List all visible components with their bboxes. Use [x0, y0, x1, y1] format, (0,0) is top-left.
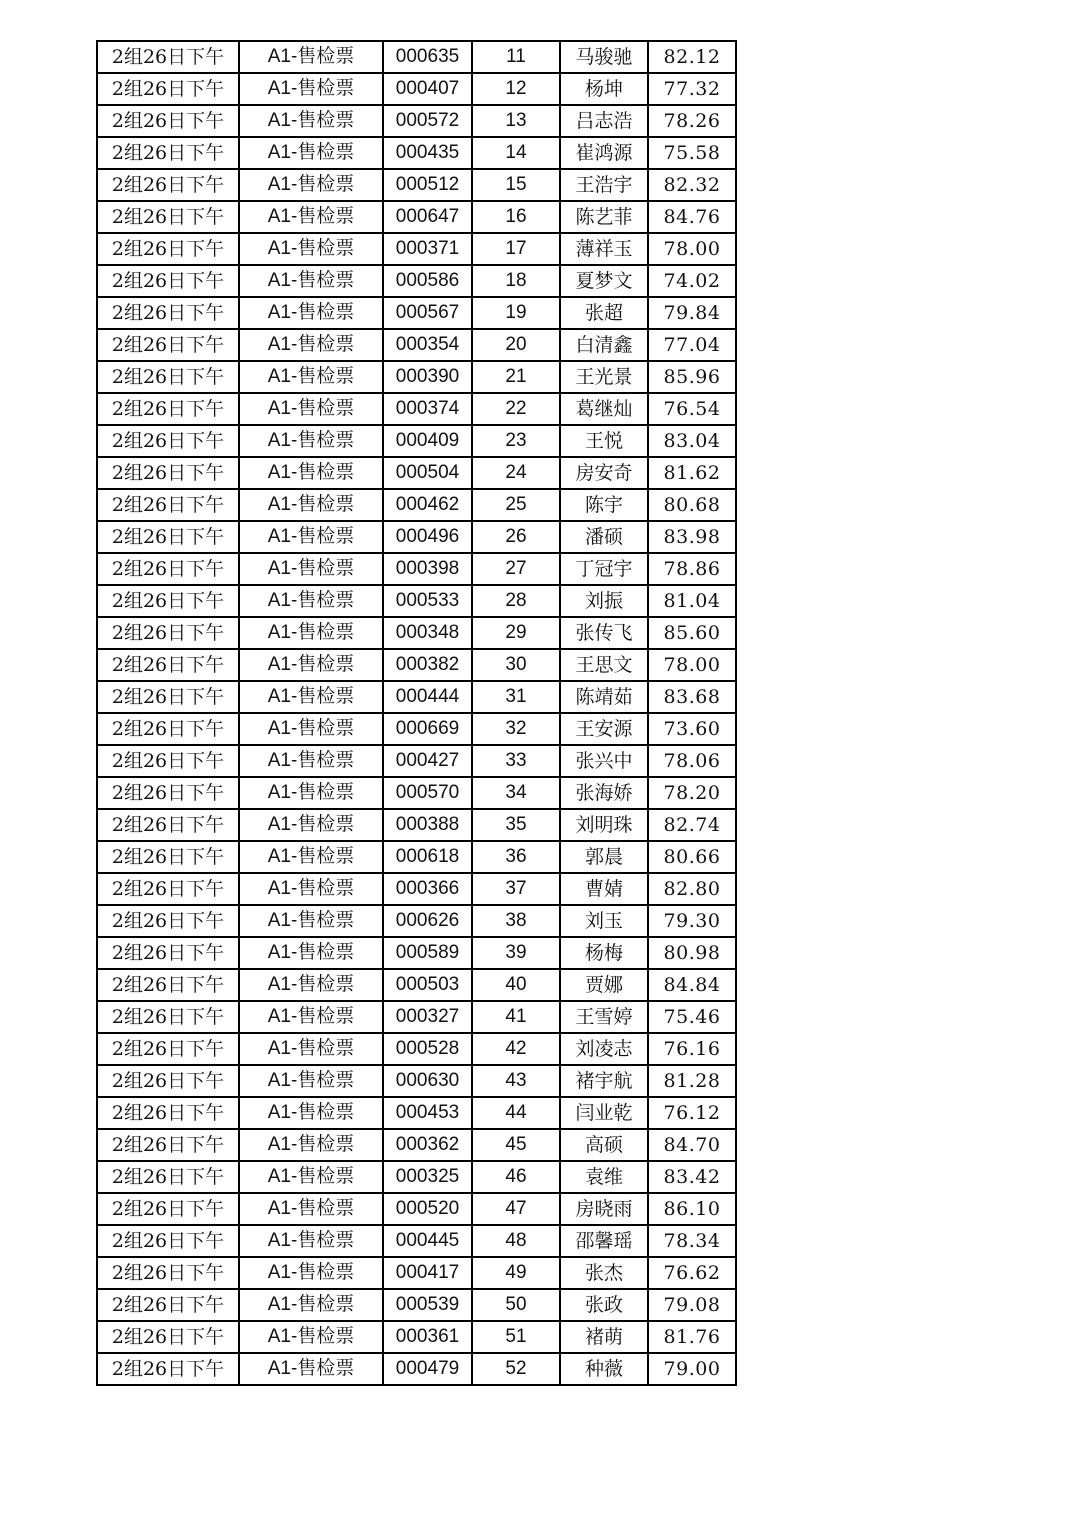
ticket-number-cell: 000409	[383, 425, 472, 457]
post-cell: A1-售检票	[239, 1289, 383, 1321]
sequence-cell: 12	[472, 73, 560, 105]
score-cell: 73.60	[648, 713, 736, 745]
candidate-name-cell: 葛继灿	[560, 393, 648, 425]
post-cell: A1-售检票	[239, 969, 383, 1001]
post-cell: A1-售检票	[239, 457, 383, 489]
score-cell: 76.16	[648, 1033, 736, 1065]
ticket-number-cell: 000348	[383, 617, 472, 649]
candidate-name-cell: 杨梅	[560, 937, 648, 969]
candidate-name-cell: 张海娇	[560, 777, 648, 809]
table-row	[97, 617, 736, 649]
group-cell: 2组26日下午	[97, 873, 239, 905]
ticket-number-cell: 000618	[383, 841, 472, 873]
post-cell: A1-售检票	[239, 713, 383, 745]
sequence-cell: 13	[472, 105, 560, 137]
table-row	[97, 905, 736, 937]
post-cell: A1-售检票	[239, 617, 383, 649]
group-cell: 2组26日下午	[97, 777, 239, 809]
post-cell: A1-售检票	[239, 649, 383, 681]
score-table	[96, 40, 737, 1386]
sequence-cell: 43	[472, 1065, 560, 1097]
sequence-cell: 25	[472, 489, 560, 521]
post-cell: A1-售检票	[239, 393, 383, 425]
sequence-cell: 33	[472, 745, 560, 777]
post-cell: A1-售检票	[239, 841, 383, 873]
ticket-number-cell: 000520	[383, 1193, 472, 1225]
sequence-cell: 14	[472, 137, 560, 169]
group-cell: 2组26日下午	[97, 489, 239, 521]
candidate-name-cell: 王雪婷	[560, 1001, 648, 1033]
post-cell: A1-售检票	[239, 137, 383, 169]
sequence-cell: 21	[472, 361, 560, 393]
candidate-name-cell: 白清鑫	[560, 329, 648, 361]
candidate-name-cell: 张杰	[560, 1257, 648, 1289]
ticket-number-cell: 000504	[383, 457, 472, 489]
group-cell: 2组26日下午	[97, 201, 239, 233]
post-cell: A1-售检票	[239, 809, 383, 841]
sequence-cell: 29	[472, 617, 560, 649]
candidate-name-cell: 贾娜	[560, 969, 648, 1001]
group-cell: 2组26日下午	[97, 905, 239, 937]
ticket-number-cell: 000539	[383, 1289, 472, 1321]
group-cell: 2组26日下午	[97, 841, 239, 873]
score-cell: 85.60	[648, 617, 736, 649]
candidate-name-cell: 刘凌志	[560, 1033, 648, 1065]
candidate-name-cell: 刘振	[560, 585, 648, 617]
sequence-cell: 15	[472, 169, 560, 201]
ticket-number-cell: 000635	[383, 41, 472, 73]
sequence-cell: 32	[472, 713, 560, 745]
post-cell: A1-售检票	[239, 265, 383, 297]
group-cell: 2组26日下午	[97, 105, 239, 137]
table-row	[97, 1001, 736, 1033]
table-row	[97, 777, 736, 809]
sequence-cell: 27	[472, 553, 560, 585]
table-row	[97, 841, 736, 873]
candidate-name-cell: 曹婧	[560, 873, 648, 905]
table-row	[97, 713, 736, 745]
group-cell: 2组26日下午	[97, 169, 239, 201]
sequence-cell: 34	[472, 777, 560, 809]
group-cell: 2组26日下午	[97, 1161, 239, 1193]
ticket-number-cell: 000398	[383, 553, 472, 585]
ticket-number-cell: 000325	[383, 1161, 472, 1193]
group-cell: 2组26日下午	[97, 1225, 239, 1257]
sequence-cell: 48	[472, 1225, 560, 1257]
table-row	[97, 425, 736, 457]
ticket-number-cell: 000528	[383, 1033, 472, 1065]
candidate-name-cell: 刘玉	[560, 905, 648, 937]
candidate-name-cell: 王悦	[560, 425, 648, 457]
candidate-name-cell: 张兴中	[560, 745, 648, 777]
ticket-number-cell: 000374	[383, 393, 472, 425]
ticket-number-cell: 000444	[383, 681, 472, 713]
group-cell: 2组26日下午	[97, 649, 239, 681]
group-cell: 2组26日下午	[97, 1321, 239, 1353]
ticket-number-cell: 000626	[383, 905, 472, 937]
sequence-cell: 46	[472, 1161, 560, 1193]
group-cell: 2组26日下午	[97, 937, 239, 969]
sequence-cell: 18	[472, 265, 560, 297]
post-cell: A1-售检票	[239, 1033, 383, 1065]
sequence-cell: 16	[472, 201, 560, 233]
table-row	[97, 1353, 736, 1385]
ticket-number-cell: 000371	[383, 233, 472, 265]
candidate-name-cell: 陈艺菲	[560, 201, 648, 233]
post-cell: A1-售检票	[239, 1097, 383, 1129]
candidate-name-cell: 袁维	[560, 1161, 648, 1193]
candidate-name-cell: 吕志浩	[560, 105, 648, 137]
group-cell: 2组26日下午	[97, 713, 239, 745]
ticket-number-cell: 000362	[383, 1129, 472, 1161]
score-cell: 78.86	[648, 553, 736, 585]
table-row	[97, 1225, 736, 1257]
score-cell: 81.76	[648, 1321, 736, 1353]
table-row	[97, 41, 736, 73]
group-cell: 2组26日下午	[97, 393, 239, 425]
post-cell: A1-售检票	[239, 1193, 383, 1225]
sequence-cell: 22	[472, 393, 560, 425]
score-cell: 74.02	[648, 265, 736, 297]
candidate-name-cell: 高硕	[560, 1129, 648, 1161]
sequence-cell: 17	[472, 233, 560, 265]
ticket-number-cell: 000572	[383, 105, 472, 137]
sequence-cell: 35	[472, 809, 560, 841]
group-cell: 2组26日下午	[97, 745, 239, 777]
table-row	[97, 297, 736, 329]
ticket-number-cell: 000479	[383, 1353, 472, 1385]
score-cell: 83.98	[648, 521, 736, 553]
table-row	[97, 1289, 736, 1321]
ticket-number-cell: 000570	[383, 777, 472, 809]
sequence-cell: 49	[472, 1257, 560, 1289]
table-row	[97, 1257, 736, 1289]
score-cell: 80.98	[648, 937, 736, 969]
group-cell: 2组26日下午	[97, 329, 239, 361]
ticket-number-cell: 000586	[383, 265, 472, 297]
group-cell: 2组26日下午	[97, 1289, 239, 1321]
candidate-name-cell: 陈宇	[560, 489, 648, 521]
table-row	[97, 1161, 736, 1193]
group-cell: 2组26日下午	[97, 1129, 239, 1161]
group-cell: 2组26日下午	[97, 137, 239, 169]
table-row	[97, 489, 736, 521]
post-cell: A1-售检票	[239, 1001, 383, 1033]
sequence-cell: 26	[472, 521, 560, 553]
score-cell: 75.58	[648, 137, 736, 169]
sequence-cell: 50	[472, 1289, 560, 1321]
post-cell: A1-售检票	[239, 329, 383, 361]
candidate-name-cell: 张超	[560, 297, 648, 329]
table-row	[97, 937, 736, 969]
score-cell: 79.08	[648, 1289, 736, 1321]
table-row	[97, 1065, 736, 1097]
table-row	[97, 105, 736, 137]
score-cell: 83.42	[648, 1161, 736, 1193]
group-cell: 2组26日下午	[97, 809, 239, 841]
candidate-name-cell: 张传飞	[560, 617, 648, 649]
table-row	[97, 169, 736, 201]
sequence-cell: 52	[472, 1353, 560, 1385]
candidate-name-cell: 杨坤	[560, 73, 648, 105]
group-cell: 2组26日下午	[97, 585, 239, 617]
group-cell: 2组26日下午	[97, 1001, 239, 1033]
table-row	[97, 553, 736, 585]
table-row	[97, 809, 736, 841]
ticket-number-cell: 000630	[383, 1065, 472, 1097]
post-cell: A1-售检票	[239, 73, 383, 105]
post-cell: A1-售检票	[239, 905, 383, 937]
score-cell: 82.12	[648, 41, 736, 73]
post-cell: A1-售检票	[239, 1321, 383, 1353]
table-row	[97, 969, 736, 1001]
table-row	[97, 73, 736, 105]
table-row	[97, 1129, 736, 1161]
score-cell: 82.32	[648, 169, 736, 201]
score-cell: 78.34	[648, 1225, 736, 1257]
score-cell: 76.54	[648, 393, 736, 425]
post-cell: A1-售检票	[239, 681, 383, 713]
sequence-cell: 20	[472, 329, 560, 361]
table-row	[97, 873, 736, 905]
score-cell: 84.76	[648, 201, 736, 233]
score-cell: 84.84	[648, 969, 736, 1001]
candidate-name-cell: 种薇	[560, 1353, 648, 1385]
group-cell: 2组26日下午	[97, 1257, 239, 1289]
post-cell: A1-售检票	[239, 521, 383, 553]
group-cell: 2组26日下午	[97, 297, 239, 329]
ticket-number-cell: 000589	[383, 937, 472, 969]
table-row	[97, 1321, 736, 1353]
score-cell: 78.20	[648, 777, 736, 809]
sequence-cell: 23	[472, 425, 560, 457]
score-cell: 84.70	[648, 1129, 736, 1161]
group-cell: 2组26日下午	[97, 521, 239, 553]
ticket-number-cell: 000669	[383, 713, 472, 745]
ticket-number-cell: 000496	[383, 521, 472, 553]
table-row	[97, 681, 736, 713]
table-row	[97, 137, 736, 169]
candidate-name-cell: 房晓雨	[560, 1193, 648, 1225]
group-cell: 2组26日下午	[97, 361, 239, 393]
ticket-number-cell: 000388	[383, 809, 472, 841]
ticket-number-cell: 000327	[383, 1001, 472, 1033]
sequence-cell: 51	[472, 1321, 560, 1353]
sequence-cell: 41	[472, 1001, 560, 1033]
sequence-cell: 44	[472, 1097, 560, 1129]
post-cell: A1-售检票	[239, 297, 383, 329]
table-row	[97, 393, 736, 425]
candidate-name-cell: 褚宇航	[560, 1065, 648, 1097]
sequence-cell: 11	[472, 41, 560, 73]
sequence-cell: 24	[472, 457, 560, 489]
score-table-body	[97, 41, 736, 1385]
ticket-number-cell: 000390	[383, 361, 472, 393]
table-row	[97, 745, 736, 777]
candidate-name-cell: 陈靖茹	[560, 681, 648, 713]
table-row	[97, 1193, 736, 1225]
group-cell: 2组26日下午	[97, 1193, 239, 1225]
table-row	[97, 233, 736, 265]
ticket-number-cell: 000445	[383, 1225, 472, 1257]
score-cell: 83.68	[648, 681, 736, 713]
ticket-number-cell: 000366	[383, 873, 472, 905]
post-cell: A1-售检票	[239, 745, 383, 777]
group-cell: 2组26日下午	[97, 969, 239, 1001]
post-cell: A1-售检票	[239, 201, 383, 233]
candidate-name-cell: 褚萌	[560, 1321, 648, 1353]
ticket-number-cell: 000361	[383, 1321, 472, 1353]
group-cell: 2组26日下午	[97, 681, 239, 713]
candidate-name-cell: 王安源	[560, 713, 648, 745]
score-cell: 82.80	[648, 873, 736, 905]
post-cell: A1-售检票	[239, 489, 383, 521]
ticket-number-cell: 000533	[383, 585, 472, 617]
group-cell: 2组26日下午	[97, 617, 239, 649]
sequence-cell: 28	[472, 585, 560, 617]
candidate-name-cell: 王浩宇	[560, 169, 648, 201]
score-cell: 78.00	[648, 233, 736, 265]
candidate-name-cell: 刘明珠	[560, 809, 648, 841]
table-row	[97, 521, 736, 553]
score-cell: 80.68	[648, 489, 736, 521]
score-cell: 77.32	[648, 73, 736, 105]
post-cell: A1-售检票	[239, 41, 383, 73]
table-row	[97, 329, 736, 361]
post-cell: A1-售检票	[239, 1225, 383, 1257]
score-cell: 76.12	[648, 1097, 736, 1129]
ticket-number-cell: 000647	[383, 201, 472, 233]
post-cell: A1-售检票	[239, 1257, 383, 1289]
candidate-name-cell: 郭晨	[560, 841, 648, 873]
group-cell: 2组26日下午	[97, 233, 239, 265]
sequence-cell: 39	[472, 937, 560, 969]
post-cell: A1-售检票	[239, 1065, 383, 1097]
ticket-number-cell: 000567	[383, 297, 472, 329]
candidate-name-cell: 潘硕	[560, 521, 648, 553]
candidate-name-cell: 张政	[560, 1289, 648, 1321]
post-cell: A1-售检票	[239, 873, 383, 905]
candidate-name-cell: 马骏驰	[560, 41, 648, 73]
group-cell: 2组26日下午	[97, 457, 239, 489]
ticket-number-cell: 000427	[383, 745, 472, 777]
table-row	[97, 361, 736, 393]
score-cell: 86.10	[648, 1193, 736, 1225]
sequence-cell: 47	[472, 1193, 560, 1225]
score-cell: 82.74	[648, 809, 736, 841]
score-cell: 79.84	[648, 297, 736, 329]
candidate-name-cell: 崔鸿源	[560, 137, 648, 169]
post-cell: A1-售检票	[239, 233, 383, 265]
table-row	[97, 265, 736, 297]
post-cell: A1-售检票	[239, 585, 383, 617]
sequence-cell: 37	[472, 873, 560, 905]
ticket-number-cell: 000512	[383, 169, 472, 201]
table-row	[97, 1033, 736, 1065]
score-cell: 78.06	[648, 745, 736, 777]
group-cell: 2组26日下午	[97, 265, 239, 297]
sequence-cell: 31	[472, 681, 560, 713]
sequence-cell: 30	[472, 649, 560, 681]
score-cell: 83.04	[648, 425, 736, 457]
table-row	[97, 585, 736, 617]
candidate-name-cell: 薄祥玉	[560, 233, 648, 265]
post-cell: A1-售检票	[239, 169, 383, 201]
score-cell: 85.96	[648, 361, 736, 393]
candidate-name-cell: 房安奇	[560, 457, 648, 489]
group-cell: 2组26日下午	[97, 1033, 239, 1065]
sequence-cell: 45	[472, 1129, 560, 1161]
group-cell: 2组26日下午	[97, 73, 239, 105]
sequence-cell: 36	[472, 841, 560, 873]
candidate-name-cell: 王思文	[560, 649, 648, 681]
score-cell: 78.26	[648, 105, 736, 137]
score-cell: 81.28	[648, 1065, 736, 1097]
ticket-number-cell: 000407	[383, 73, 472, 105]
score-cell: 79.00	[648, 1353, 736, 1385]
group-cell: 2组26日下午	[97, 553, 239, 585]
score-cell: 79.30	[648, 905, 736, 937]
post-cell: A1-售检票	[239, 1129, 383, 1161]
candidate-name-cell: 王光景	[560, 361, 648, 393]
group-cell: 2组26日下午	[97, 425, 239, 457]
candidate-name-cell: 夏梦文	[560, 265, 648, 297]
post-cell: A1-售检票	[239, 1161, 383, 1193]
score-cell: 77.04	[648, 329, 736, 361]
post-cell: A1-售检票	[239, 361, 383, 393]
sequence-cell: 19	[472, 297, 560, 329]
ticket-number-cell: 000382	[383, 649, 472, 681]
ticket-number-cell: 000354	[383, 329, 472, 361]
ticket-number-cell: 000453	[383, 1097, 472, 1129]
score-cell: 81.62	[648, 457, 736, 489]
post-cell: A1-售检票	[239, 553, 383, 585]
ticket-number-cell: 000435	[383, 137, 472, 169]
group-cell: 2组26日下午	[97, 1065, 239, 1097]
ticket-number-cell: 000462	[383, 489, 472, 521]
ticket-number-cell: 000503	[383, 969, 472, 1001]
group-cell: 2组26日下午	[97, 41, 239, 73]
post-cell: A1-售检票	[239, 777, 383, 809]
table-row	[97, 201, 736, 233]
table-row	[97, 649, 736, 681]
sequence-cell: 38	[472, 905, 560, 937]
score-cell: 78.00	[648, 649, 736, 681]
score-cell: 81.04	[648, 585, 736, 617]
score-cell: 76.62	[648, 1257, 736, 1289]
group-cell: 2组26日下午	[97, 1097, 239, 1129]
table-row	[97, 457, 736, 489]
post-cell: A1-售检票	[239, 105, 383, 137]
candidate-name-cell: 闫业乾	[560, 1097, 648, 1129]
sequence-cell: 40	[472, 969, 560, 1001]
score-cell: 75.46	[648, 1001, 736, 1033]
candidate-name-cell: 丁冠宇	[560, 553, 648, 585]
group-cell: 2组26日下午	[97, 1353, 239, 1385]
score-cell: 80.66	[648, 841, 736, 873]
candidate-name-cell: 邵馨瑶	[560, 1225, 648, 1257]
sequence-cell: 42	[472, 1033, 560, 1065]
post-cell: A1-售检票	[239, 425, 383, 457]
ticket-number-cell: 000417	[383, 1257, 472, 1289]
table-row	[97, 1097, 736, 1129]
post-cell: A1-售检票	[239, 1353, 383, 1385]
post-cell: A1-售检票	[239, 937, 383, 969]
